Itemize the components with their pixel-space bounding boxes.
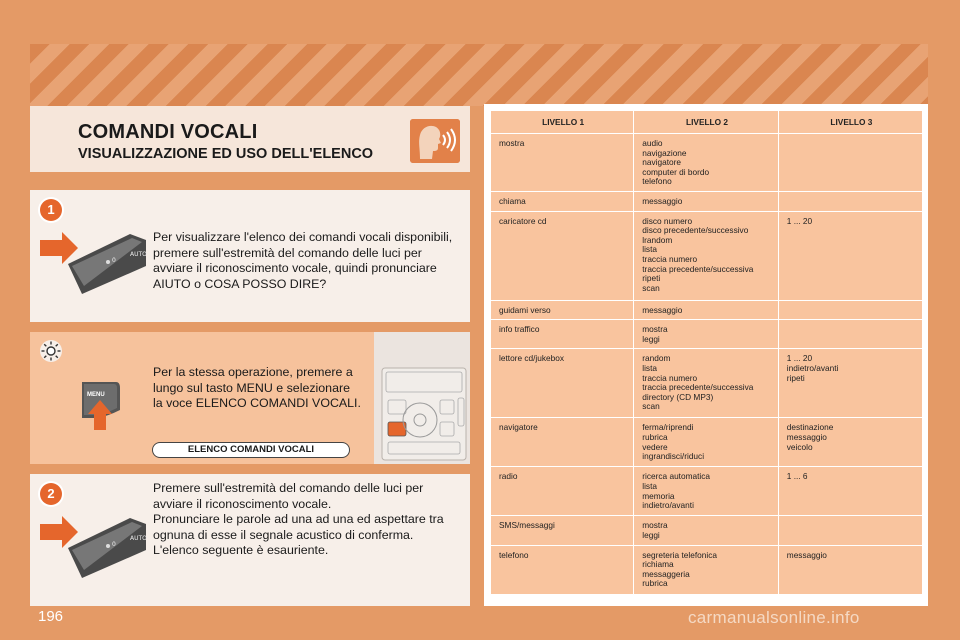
table-cell: caricatore cd — [491, 212, 633, 300]
column-header: LIVELLO 1 — [491, 111, 633, 133]
table-cell: guidami verso — [491, 301, 633, 320]
table-row — [491, 134, 922, 191]
table-cell — [779, 516, 922, 544]
table-cell: telefono — [491, 546, 633, 594]
table-row — [491, 418, 922, 466]
table-row — [491, 301, 922, 320]
table-cell: ricerca automatica lista memoria indietro/avanti — [634, 467, 778, 515]
svg-text:AUTO: AUTO — [130, 251, 147, 258]
step-1-text: Per visualizzare l'elenco dei comandi vocali disponibili, premere sull'estremità del comando delle luci per avviare il riconoscimento vocale, quindi pronunciare AIUTO o COSA POSSO DIRE? — [153, 230, 453, 291]
menu-key-icon — [78, 380, 122, 430]
table-cell — [779, 320, 922, 348]
table-cell: messaggio — [634, 301, 778, 320]
table-cell: messaggio — [779, 546, 922, 594]
table-row — [491, 320, 922, 348]
table-cell — [779, 192, 922, 211]
decorative-header-band — [30, 44, 928, 106]
table-cell: info traffico — [491, 320, 633, 348]
table-row — [491, 546, 922, 594]
table-cell: chiama — [491, 192, 633, 211]
table-cell: mostra leggi — [634, 516, 778, 544]
voice-commands-list-option: ELENCO COMANDI VOCALI — [152, 442, 350, 458]
table-cell: disco numero disco precedente/successivo lrandom lista traccia numero traccia precedente/successiva ripeti scan — [634, 212, 778, 300]
svg-text:AUTO: AUTO — [130, 535, 147, 542]
radio-console-icon — [374, 332, 470, 464]
table-cell: lettore cd/jukebox — [491, 349, 633, 417]
speech-recognition-icon — [410, 119, 460, 163]
table-cell: random lista traccia numero traccia precedente/successiva directory (CD MP3) scan — [634, 349, 778, 417]
table-cell: mostra leggi — [634, 320, 778, 348]
table-cell: 1 ... 6 — [779, 467, 922, 515]
voice-commands-table-panel — [484, 104, 928, 606]
page-subtitle: VISUALIZZAZIONE ED USO DELL'ELENCO — [78, 146, 374, 162]
table-cell — [779, 301, 922, 320]
step-2-text: Premere sull'estremità del comando delle luci per avviare il riconoscimento vocale. Pronunciare le parole ad una ad una ed aspettare tra ognuna di esse il segnale acustico di conferma. L'elenco seguente è esauriente. — [153, 481, 444, 557]
svg-text:0: 0 — [112, 257, 116, 264]
page-number: 196 — [38, 608, 64, 625]
watermark: carmanualsonline.info — [688, 608, 860, 627]
table-cell: audio navigazione navigatore computer di bordo telefono — [634, 134, 778, 191]
table-cell: 1 ... 20 indietro/avanti ripeti — [779, 349, 922, 417]
tip-text: Per la stessa operazione, premere a lungo sul tasto MENU e selezionare la voce ELENCO COMANDI VOCALI. — [153, 365, 361, 410]
table-cell: navigatore — [491, 418, 633, 466]
step-1-badge: 1 — [40, 199, 62, 221]
table-row — [491, 467, 922, 515]
table-row — [491, 349, 922, 417]
table-cell — [779, 134, 922, 191]
voice-commands-table — [490, 110, 923, 595]
table-row — [491, 192, 922, 211]
column-header: LIVELLO 2 — [634, 111, 778, 133]
menu-key-label: MENU — [87, 392, 105, 398]
table-cell: messaggio — [634, 192, 778, 211]
table-cell: SMS/messaggi — [491, 516, 633, 544]
light-stalk-icon — [38, 226, 150, 296]
table-cell: mostra — [491, 134, 633, 191]
svg-text:0: 0 — [112, 541, 116, 548]
table-cell: destinazione messaggio veicolo — [779, 418, 922, 466]
column-header: LIVELLO 3 — [779, 111, 922, 133]
table-row — [491, 212, 922, 300]
light-stalk-icon — [38, 510, 150, 580]
sun-tip-icon — [40, 340, 62, 362]
table-cell: radio — [491, 467, 633, 515]
table-header-row — [491, 111, 922, 133]
table-row — [491, 516, 922, 544]
table-cell: ferma/riprendi rubrica vedere ingrandisci/riduci — [634, 418, 778, 466]
table-cell: 1 ... 20 — [779, 212, 922, 300]
table-cell: segreteria telefonica richiama messaggeria rubrica — [634, 546, 778, 594]
step-2-badge: 2 — [40, 483, 62, 505]
page-title: COMANDI VOCALI — [78, 121, 258, 143]
